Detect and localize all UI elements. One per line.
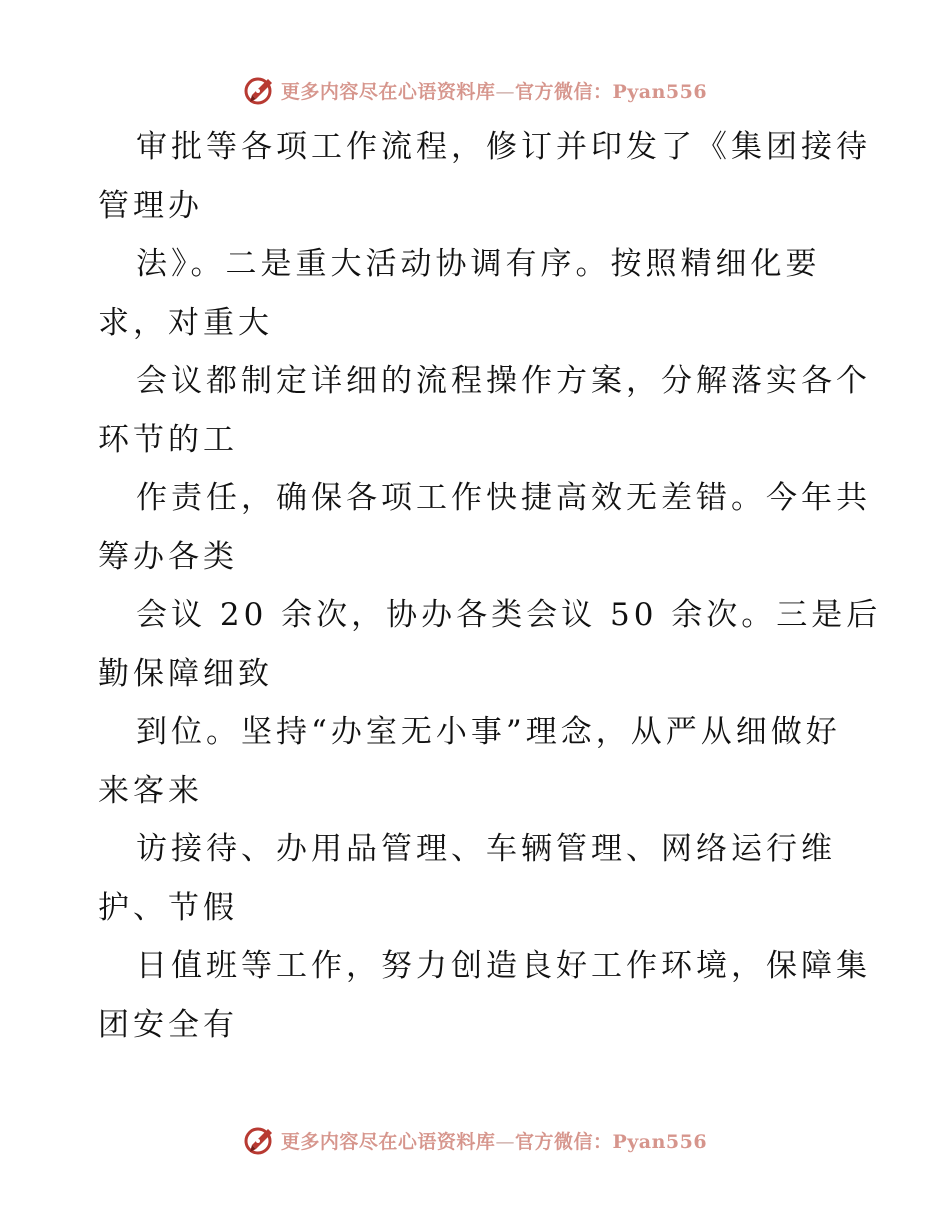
paragraph-2 [98,235,858,352]
paragraph-1 [98,118,871,235]
paragraph-7 [98,820,858,937]
paragraph-line: 访接待、办用品管理、车辆管理、网络运行维 [136,831,836,867]
paragraph-line: 审批等各项工作流程，修订并印发了《集团接待 [136,129,871,165]
header-banner [0,70,950,110]
paragraph-line: 日值班等工作，努力创造良好工作环境，保障集 [136,948,871,984]
paragraph-line: 会议都制定详细的流程操作方案，分解落实各个 [136,363,871,399]
footer-banner-text: 更多内容尽在心语资料库—官方微信：Pyan556 [280,1130,708,1153]
paragraph-line-wrap: 筹办各类 [98,538,238,575]
paragraph-line: 法》。二是重大活动协调有序。按照精细化要 [136,246,821,282]
paragraph-line-wrap: 护、节假 [98,889,238,926]
document-body [98,118,882,1054]
pen-logo-icon [243,73,277,107]
header-banner-text: 更多内容尽在心语资料库—官方微信：Pyan556 [280,80,708,103]
paragraph-line-wrap: 求，对重大 [98,304,273,341]
paragraph-line-wrap: 来客来 [98,772,203,809]
paragraph-3 [98,352,871,469]
paragraph-line-wrap: 管理办 [98,187,203,224]
paragraph-6 [98,703,858,820]
paragraph-line: 会议 20 余次，协办各类会议 50 余次。三是后 [136,597,882,633]
paragraph-line: 到位。坚持“办室无小事”理念，从严从细做好 [136,714,841,750]
paragraph-4 [98,469,871,586]
footer-banner [0,1120,950,1160]
paragraph-line-wrap: 环节的工 [98,421,238,458]
paragraph-line: 作责任，确保各项工作快捷高效无差错。今年共 [136,480,871,516]
paragraph-line-wrap: 勤保障细致 [98,655,273,692]
paragraph-8 [98,937,871,1054]
paragraph-line-wrap: 团安全有 [98,1006,238,1043]
pen-logo-icon [243,1123,277,1157]
paragraph-5 [98,586,882,703]
